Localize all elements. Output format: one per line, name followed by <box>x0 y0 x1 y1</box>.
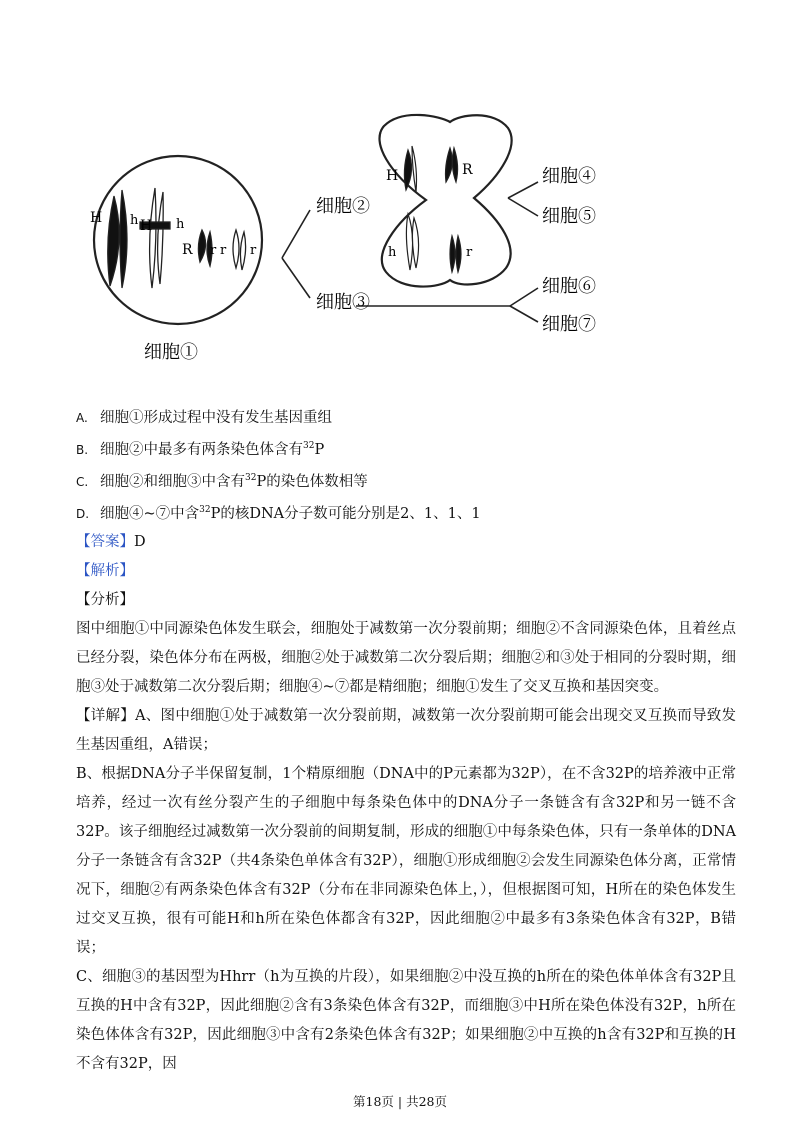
detail-a <box>76 702 736 760</box>
isotope-sup: 32 <box>199 505 211 515</box>
isotope-sup: 32 <box>245 473 257 483</box>
detail-c: C、细胞③的基因型为Hhrr（h为互换的片段），如果细胞②中没互换的h所在的染色体单体含有32P且互换的H中含有32P，因此细胞②含有3条染色体含有32P，而细胞③中H所在染色体没有32P，h所在染色体体含有32P，因此细胞③中含有2条染色体含有32P；如果细胞②中互换的h含有32P和互换的H不含有32P，因 <box>76 969 736 1072</box>
answer-value: D <box>134 534 146 550</box>
cell6-label: 细胞⑥ <box>542 276 596 297</box>
gene-label: R <box>462 162 473 178</box>
cell5-label: 细胞⑤ <box>542 206 596 227</box>
cell1-label: 细胞① <box>144 342 198 363</box>
fenxi-text: 图中细胞①中同源染色体发生联会，细胞处于减数第一次分裂前期；细胞②不含同源染色体，且着丝点已经分裂，染色体分布在两极，细胞②处于减数第二次分裂后期；细胞②和③处于相同的分裂时期，细胞③处于减数第二次分裂后期；细胞④~⑦都是精细胞；细胞①发生了交叉互换和基因突变。 <box>76 621 736 695</box>
gene-label: H <box>140 218 153 234</box>
fenxi-label: 【分析】 <box>76 592 134 608</box>
option-text: 细胞④~⑦中含 <box>100 506 200 522</box>
cell7-label: 细胞⑦ <box>542 314 596 335</box>
cell1-chromosomes <box>108 188 246 288</box>
option-c <box>76 466 481 498</box>
option-d <box>76 498 481 530</box>
cell3-label: 细胞③ <box>316 292 370 313</box>
option-letter: B. <box>76 443 89 457</box>
option-text: P <box>314 442 325 458</box>
gene-label: H <box>90 210 103 226</box>
cell2-label: 细胞② <box>316 196 370 217</box>
option-a <box>76 402 481 434</box>
option-text: 细胞②和细胞③中含有 <box>100 474 245 490</box>
detail-a-text: A、图中细胞①处于减数第一次分裂前期，减数第一次分裂前期可能会出现交叉互换而导致发生基因重组，A错误； <box>76 708 737 753</box>
option-text: P的核DNA分子数可能分别是2、1、1、1 <box>210 506 481 522</box>
gene-label: r <box>466 245 473 260</box>
gene-label: r <box>250 243 257 258</box>
detail-b: B、根据DNA分子半保留复制，1个精原细胞（DNA中的P元素都为32P），在不含32P的培养液中正常培养，经过一次有丝分裂产生的子细胞中每条染色体中的DNA分子一条链含有含32P和另一链不含32P。该子细胞经过减数第一次分裂前的间期复制，形成的细胞①中每条染色体，只有一条单体的DNA分子一条链含有含32P（共4条染色单体含有32P），细胞①形成细胞②会发生同源染色体分离，正常情况下，细胞②有两条染色体含有32P（分布在非同源染色体上，），但根据图可知，H所在的染色体发生过交叉互换，很有可能H和h所在染色体都含有32P，因此细胞②中最多有3条染色体含有32P，B错误； <box>76 766 736 956</box>
gene-label: H <box>386 168 399 184</box>
gene-label: R <box>182 242 193 258</box>
option-letter: A. <box>76 411 88 425</box>
gene-label: h <box>176 217 185 232</box>
options-list <box>76 402 481 530</box>
detail-label: 【详解】 <box>76 708 136 724</box>
answer-line <box>76 528 736 557</box>
cell2-chromosomes <box>404 146 461 272</box>
gene-label: h <box>388 245 397 260</box>
option-letter: C. <box>76 475 89 489</box>
cell4-label: 细胞④ <box>542 166 596 187</box>
gene-label: r <box>210 243 217 258</box>
analysis-label: 【解析】 <box>76 563 134 579</box>
meiosis-diagram <box>60 110 620 370</box>
option-text: 细胞①形成过程中没有发生基因重组 <box>100 410 332 426</box>
option-text: 细胞②中最多有两条染色体含有 <box>100 442 303 458</box>
gene-label: h <box>130 213 139 228</box>
gene-label: r <box>220 243 227 258</box>
option-b <box>76 434 481 466</box>
solution-body <box>76 528 736 1079</box>
answer-label: 【答案】 <box>76 534 134 550</box>
option-letter: D. <box>76 507 90 521</box>
page-footer: 第18页 | 共28页 <box>353 1094 447 1109</box>
option-text: P的染色体数相等 <box>256 474 368 490</box>
isotope-sup: 32 <box>303 441 315 451</box>
cell2-outline <box>380 115 512 287</box>
